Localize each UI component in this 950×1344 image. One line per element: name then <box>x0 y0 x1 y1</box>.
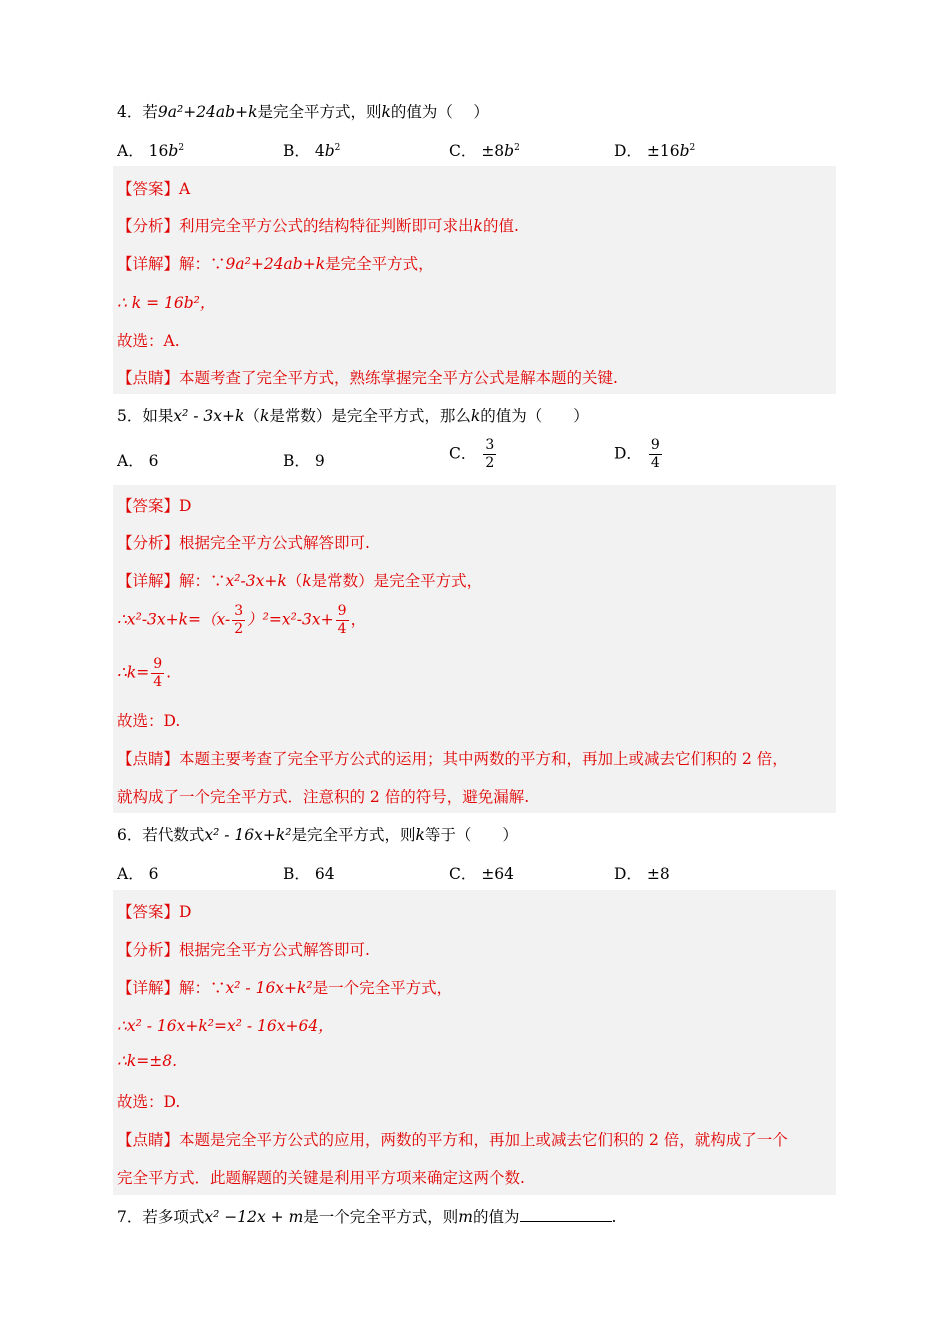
q4-option-b: B． $4b^2$ <box>283 142 341 160</box>
q4-comment: 【点睛】本题考查了完全平方式，熟练掌握完全平方公式是解本题的关键. <box>117 369 618 387</box>
q6-analysis: 【分析】根据完全平方公式解答即可. <box>117 941 370 959</box>
q4-detail: 【详解】解：∵9a²+24ab+k是完全平方式， <box>117 255 434 273</box>
q5-option-d: D． $\frac{9}{4}$ <box>614 437 660 471</box>
q6-option-d: D． ±8 <box>614 865 670 883</box>
q7-answer-blank[interactable] <box>520 1207 612 1222</box>
q6-stem: 6．若代数式x² - 16x+k²是完全平方式，则k等于（ ） <box>117 826 518 844</box>
q4-analysis: 【分析】利用完全平方公式的结构特征判断即可求出k的值. <box>117 217 519 235</box>
q5-choose: 故选：D. <box>117 712 181 730</box>
q6-comment-line2: 完全平方式．此题解题的关键是利用平方项来确定这两个数. <box>117 1169 525 1187</box>
q4-stem: 4．若9a²+24ab+k是完全平方式，则k的值为（ ） <box>117 103 489 121</box>
q6-step2: ∴k=±8. <box>117 1052 178 1070</box>
q6-choose: 故选：D. <box>117 1093 181 1111</box>
q5-step1: ∴x²-3x+k=（x- $\frac{3}{2}$ ）²=x²-3x+ $\frac{9}{4}$ ， <box>117 603 367 637</box>
q7-stem: 7．若多项式x² −12x + m是一个完全平方式，则m的值为 . <box>117 1208 617 1226</box>
q5-step2: ∴k= $\frac{9}{4}$ . <box>117 656 172 690</box>
q5-detail: 【详解】解：∵x²-3x+k（k是常数）是完全平方式， <box>117 572 483 590</box>
q6-step1: ∴x² - 16x+k²=x² - 16x+64， <box>117 1017 334 1035</box>
q5-answer: 【答案】D <box>117 497 192 515</box>
q5-comment-line1: 【点睛】本题主要考查了完全平方公式的运用；其中两数的平方和，再加上或减去它们积的 2 倍， <box>117 750 788 768</box>
q5-stem: 5．如果x² - 3x+k（k是常数）是完全平方式，那么k的值为（ ） <box>117 407 589 425</box>
q5-option-a: A． 6 <box>117 452 159 470</box>
q4-solution-box <box>113 166 836 394</box>
q5-comment-line2: 就构成了一个完全平方式．注意积的 2 倍的符号，避免漏解. <box>117 788 530 806</box>
q4-therefore: ∴ k = 16b²， <box>117 294 216 312</box>
q6-answer: 【答案】D <box>117 903 192 921</box>
q5-analysis: 【分析】根据完全平方公式解答即可. <box>117 534 370 552</box>
q4-answer: 【答案】A <box>117 180 191 198</box>
q6-option-c: C． ±64 <box>449 865 515 883</box>
q6-option-a: A． 6 <box>117 865 159 883</box>
q5-option-c: C． $\frac{3}{2}$ <box>449 437 495 471</box>
q4-choose: 故选：A. <box>117 332 180 350</box>
q4-option-c: C． $\pm 8b^2$ <box>449 142 520 160</box>
q6-option-b: B． 64 <box>283 865 335 883</box>
q5-option-b: B． 9 <box>283 452 325 470</box>
q4-option-a: A． $16b^2$ <box>117 142 185 160</box>
q4-option-d: D． $\pm 16b^2$ <box>614 142 696 160</box>
q6-detail: 【详解】解：∵x² - 16x+k²是一个完全平方式， <box>117 979 453 997</box>
q6-comment-line1: 【点睛】本题是完全平方公式的应用，两数的平方和，再加上或减去它们积的 2 倍，就构成了一个 <box>117 1131 788 1149</box>
